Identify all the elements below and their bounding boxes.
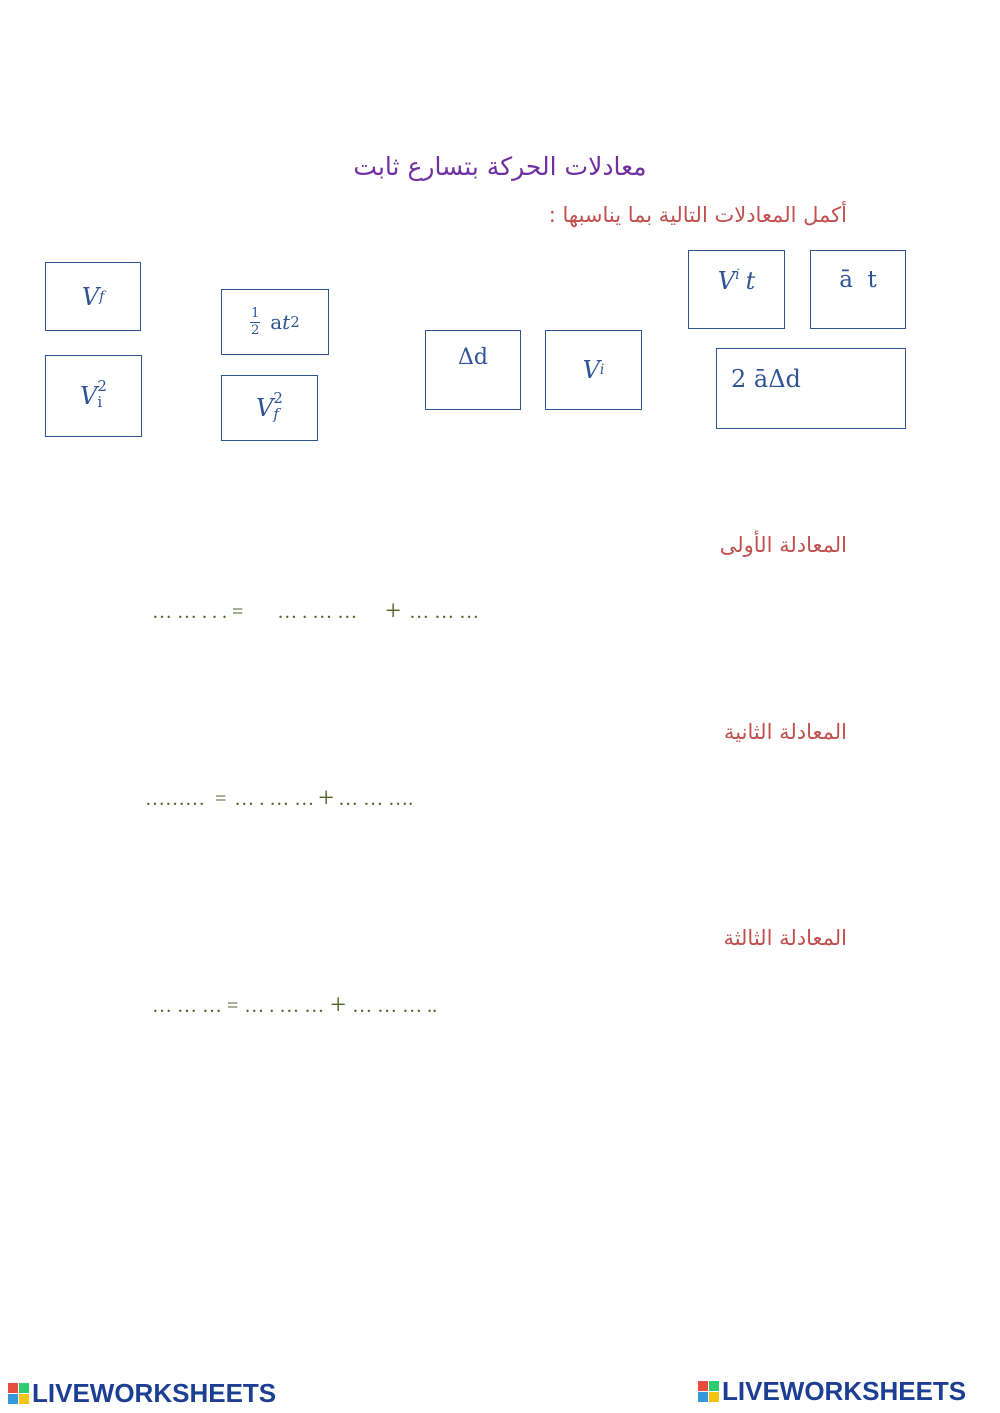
equation-2-lhs-slot[interactable]: ……… = (145, 787, 227, 810)
card-subscript: i (97, 393, 103, 411)
card-vi[interactable] (545, 330, 642, 410)
equation-2-term1-slot[interactable]: … . … … (234, 787, 315, 810)
brand-logo-left (8, 1378, 276, 1409)
card-symbol: V (717, 267, 736, 295)
card-superscript: 2 (97, 377, 107, 395)
denominator: 2 (251, 322, 260, 338)
card-vf[interactable] (45, 262, 141, 331)
card-superscript: 2 (273, 389, 283, 407)
numerator: 1 (251, 305, 260, 321)
card-variable: t (282, 310, 291, 334)
page-title: معادلات الحركة بتسارع ثابت (353, 152, 647, 181)
logo-icon (8, 1383, 29, 1404)
card-subscript: f (99, 288, 105, 305)
equation-3-lhs-slot[interactable]: … … … = (152, 994, 239, 1017)
card-symbol: V (256, 394, 274, 422)
equation-1-term1-slot[interactable]: … . … … (277, 600, 358, 623)
card-subscript: f (273, 405, 279, 423)
card-variable: t (745, 267, 756, 295)
equation-3-term2-slot[interactable]: … … … .. (352, 994, 438, 1017)
brand-name: LIVEWORKSHEETS (32, 1378, 277, 1408)
equation-1-heading: المعادلة الأولى (719, 533, 847, 557)
card-vi-squared[interactable] (45, 355, 142, 437)
equation-3-heading: المعادلة الثالثة (723, 926, 847, 950)
fraction (250, 306, 260, 339)
plus-sign: + (330, 990, 347, 1021)
plus-sign: + (318, 783, 335, 814)
card-text: Δd (458, 345, 488, 370)
logo-icon (698, 1381, 719, 1402)
equation-1-lhs-slot[interactable]: … … . . . = (152, 600, 244, 623)
card-symbol: V (582, 356, 600, 384)
card-vi-t[interactable] (688, 250, 785, 329)
card-2-a-delta-d[interactable] (716, 348, 906, 429)
card-a-t[interactable] (810, 250, 906, 329)
card-symbol: V (81, 282, 100, 311)
card-subscript: i (735, 267, 740, 283)
card-subscript: i (599, 362, 605, 378)
equation-2-heading: المعادلة الثانية (724, 720, 847, 744)
equation-2-line (145, 783, 413, 815)
card-superscript: 2 (290, 313, 300, 331)
card-delta-d[interactable] (425, 330, 521, 410)
instruction: أكمل المعادلات التالية بما يناسبها : (548, 203, 847, 227)
plus-sign: + (385, 596, 402, 627)
equation-1-term2-slot[interactable]: … … … (409, 600, 480, 623)
card-text: 2 āΔd (731, 365, 801, 393)
brand-name: LIVEWORKSHEETS (722, 1376, 967, 1406)
equation-2-term2-slot[interactable]: … … …. (338, 787, 414, 810)
card-half-a-t-squared[interactable] (221, 289, 329, 355)
equation-3-term1-slot[interactable]: … . … … (244, 994, 325, 1017)
brand-logo-right (698, 1376, 966, 1407)
card-text: a (270, 310, 283, 334)
card-text: ā t (839, 267, 877, 293)
equation-3-line (152, 990, 437, 1022)
card-vf-squared[interactable] (221, 375, 318, 441)
card-symbol: V (80, 382, 98, 410)
equation-1-line (152, 596, 479, 628)
